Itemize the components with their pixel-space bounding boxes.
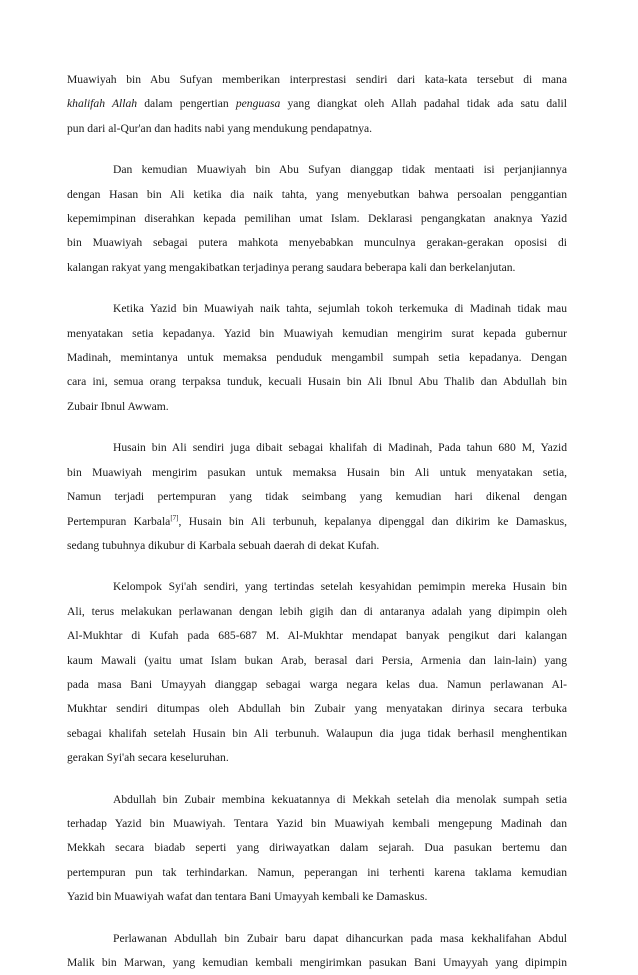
paragraph-line: Dan kemudian Muawiyah bin Abu Sufyan dianggap tidak mentaati isi perjanjiannya — [113, 163, 567, 177]
paragraph-3 — [67, 297, 567, 419]
paragraph-line: bin Muawiyah mengirim pasukan untuk memaksa Husain bin Ali untuk menyatakan setia, — [67, 465, 567, 479]
paragraph-line: Ketika Yazid bin Muawiyah naik tahta, sejumlah tokoh terkemuka di Madinah tidak mau — [113, 302, 567, 316]
text-run: , Husain bin Ali terbunuh, kepalanya dipenggal dan dikirim ke Damaskus, — [178, 514, 567, 528]
paragraph-5 — [67, 575, 567, 770]
paragraph-line: Zubair Ibnul Awwam. — [67, 399, 169, 413]
paragraph-line: Mekkah secara biadab seperti yang diriwayatkan dalam sejarah. Dua pasukan bertemu dan — [67, 841, 567, 855]
paragraph-2 — [67, 158, 567, 280]
paragraph-line: kalangan rakyat yang mengakibatkan terjadinya perang saudara beberapa kali dan berkelanjutan. — [67, 260, 516, 274]
paragraph-line: pun dari al-Qur'an dan hadits nabi yang mendukung pendapatnya. — [67, 121, 373, 135]
paragraph-line: sedang tubuhnya dikubur di Karbala sebuah daerah di dekat Kufah. — [67, 538, 380, 552]
body-text — [67, 68, 567, 975]
paragraph-line: Kelompok Syi'ah sendiri, yang tertindas setelah kesyahidan pemimpin mereka Husain bin — [113, 580, 567, 594]
paragraph-line: Muawiyah bin Abu Sufyan memberikan interprestasi sendiri dari kata-kata tersebut di mana — [67, 73, 567, 86]
paragraph-line: pada masa Bani Umayyah dianggap sebagai warga negara kelas dua. Namun perlawanan Al- — [67, 677, 567, 691]
paragraph-line: bin Muawiyah sebagai putera mahkota menyebabkan munculnya gerakan-gerakan oposisi di — [67, 236, 567, 250]
paragraph-line: Perlawanan Abdullah bin Zubair baru dapat dihancurkan pada masa kekhalifahan Abdul — [113, 931, 567, 945]
paragraph-line: Mukhtar sendiri ditumpas oleh Abdullah bin Zubair yang menyatakan dirinya secara terbuka — [67, 702, 567, 716]
paragraph-line — [67, 510, 567, 534]
paragraph-line: Al-Mukhtar di Kufah pada 685-687 M. Al-Mukhtar mendapat banyak pengikut dari kalangan — [67, 629, 567, 643]
paragraph-line: sebagai khalifah setelah Husain bin Ali terbunuh. Walaupun dia juga tidak berhasil menghentikan — [67, 726, 567, 740]
text-run: dalam pengertian — [137, 97, 236, 111]
paragraph-line: terhadap Yazid bin Muawiyah. Tentara Yazid bin Muawiyah kembali mengepung Madinah dan — [67, 816, 567, 830]
paragraph-line: menyatakan setia kepadanya. Yazid bin Muawiyah kemudian mengirim surat kepada gubernur — [67, 326, 567, 340]
paragraph-line: Malik bin Marwan, yang kemudian kembali mengirimkan pasukan Bani Umayyah yang dipimpin — [67, 956, 567, 969]
paragraph-line: dengan Hasan bin Ali ketika dia naik tahta, yang menyebutkan bahwa persoalan penggantian — [67, 187, 567, 201]
paragraph-line: Madinah, memintanya untuk memaksa penduduk mengambil sumpah setia kepadanya. Dengan — [67, 351, 567, 365]
paragraph-line: Ali, terus melakukan perlawanan dengan lebih gigih dan di antaranya adalah yang dipimpin oleh — [67, 604, 567, 618]
paragraph-line: Husain bin Ali sendiri juga dibait sebagai khalifah di Madinah, Pada tahun 680 M, Yazid — [113, 441, 567, 455]
paragraph-line — [67, 92, 567, 116]
paragraph-line: kepemimpinan diserahkan kepada pemilihan umat Islam. Deklarasi pengangkatan anaknya Yazid — [67, 212, 567, 226]
text-run: yang diangkat oleh Allah padahal tidak ada satu dalil — [280, 97, 567, 111]
paragraph-4 — [67, 436, 567, 558]
paragraph-line: kaum Mawali (yaitu umat Islam bukan Arab, berasal dari Persia, Armenia dan lain-lain) yang — [67, 653, 567, 667]
text-run: Pertempuran Karbala — [67, 514, 171, 528]
paragraph-1 — [67, 68, 567, 141]
italic-term: penguasa — [235, 97, 281, 111]
paragraph-line: Namun terjadi pertempuran yang tidak seimbang yang kemudian hari dikenal dengan — [67, 490, 567, 504]
paragraph-line: Abdullah bin Zubair membina kekuatannya di Mekkah setelah dia menolak sumpah setia — [113, 792, 567, 806]
paragraph-7 — [67, 927, 567, 975]
paragraph-6 — [67, 788, 567, 910]
paragraph-line: gerakan Syi'ah secara keseluruhan. — [67, 751, 229, 765]
paragraph-line: pertempuran pun tak terhindarkan. Namun, peperangan ini terhenti karena taklama kemudian — [67, 865, 567, 879]
footnote-reference[interactable]: [7] — [170, 513, 179, 522]
paragraph-line: Yazid bin Muawiyah wafat dan tentara Bani Umayyah kembali ke Damaskus. — [67, 890, 428, 904]
italic-term: khalifah Allah — [67, 97, 138, 111]
paragraph-line: cara ini, semua orang terpaksa tunduk, kecuali Husain bin Ali Ibnul Abu Thalib dan Abdullah bin — [67, 375, 567, 389]
